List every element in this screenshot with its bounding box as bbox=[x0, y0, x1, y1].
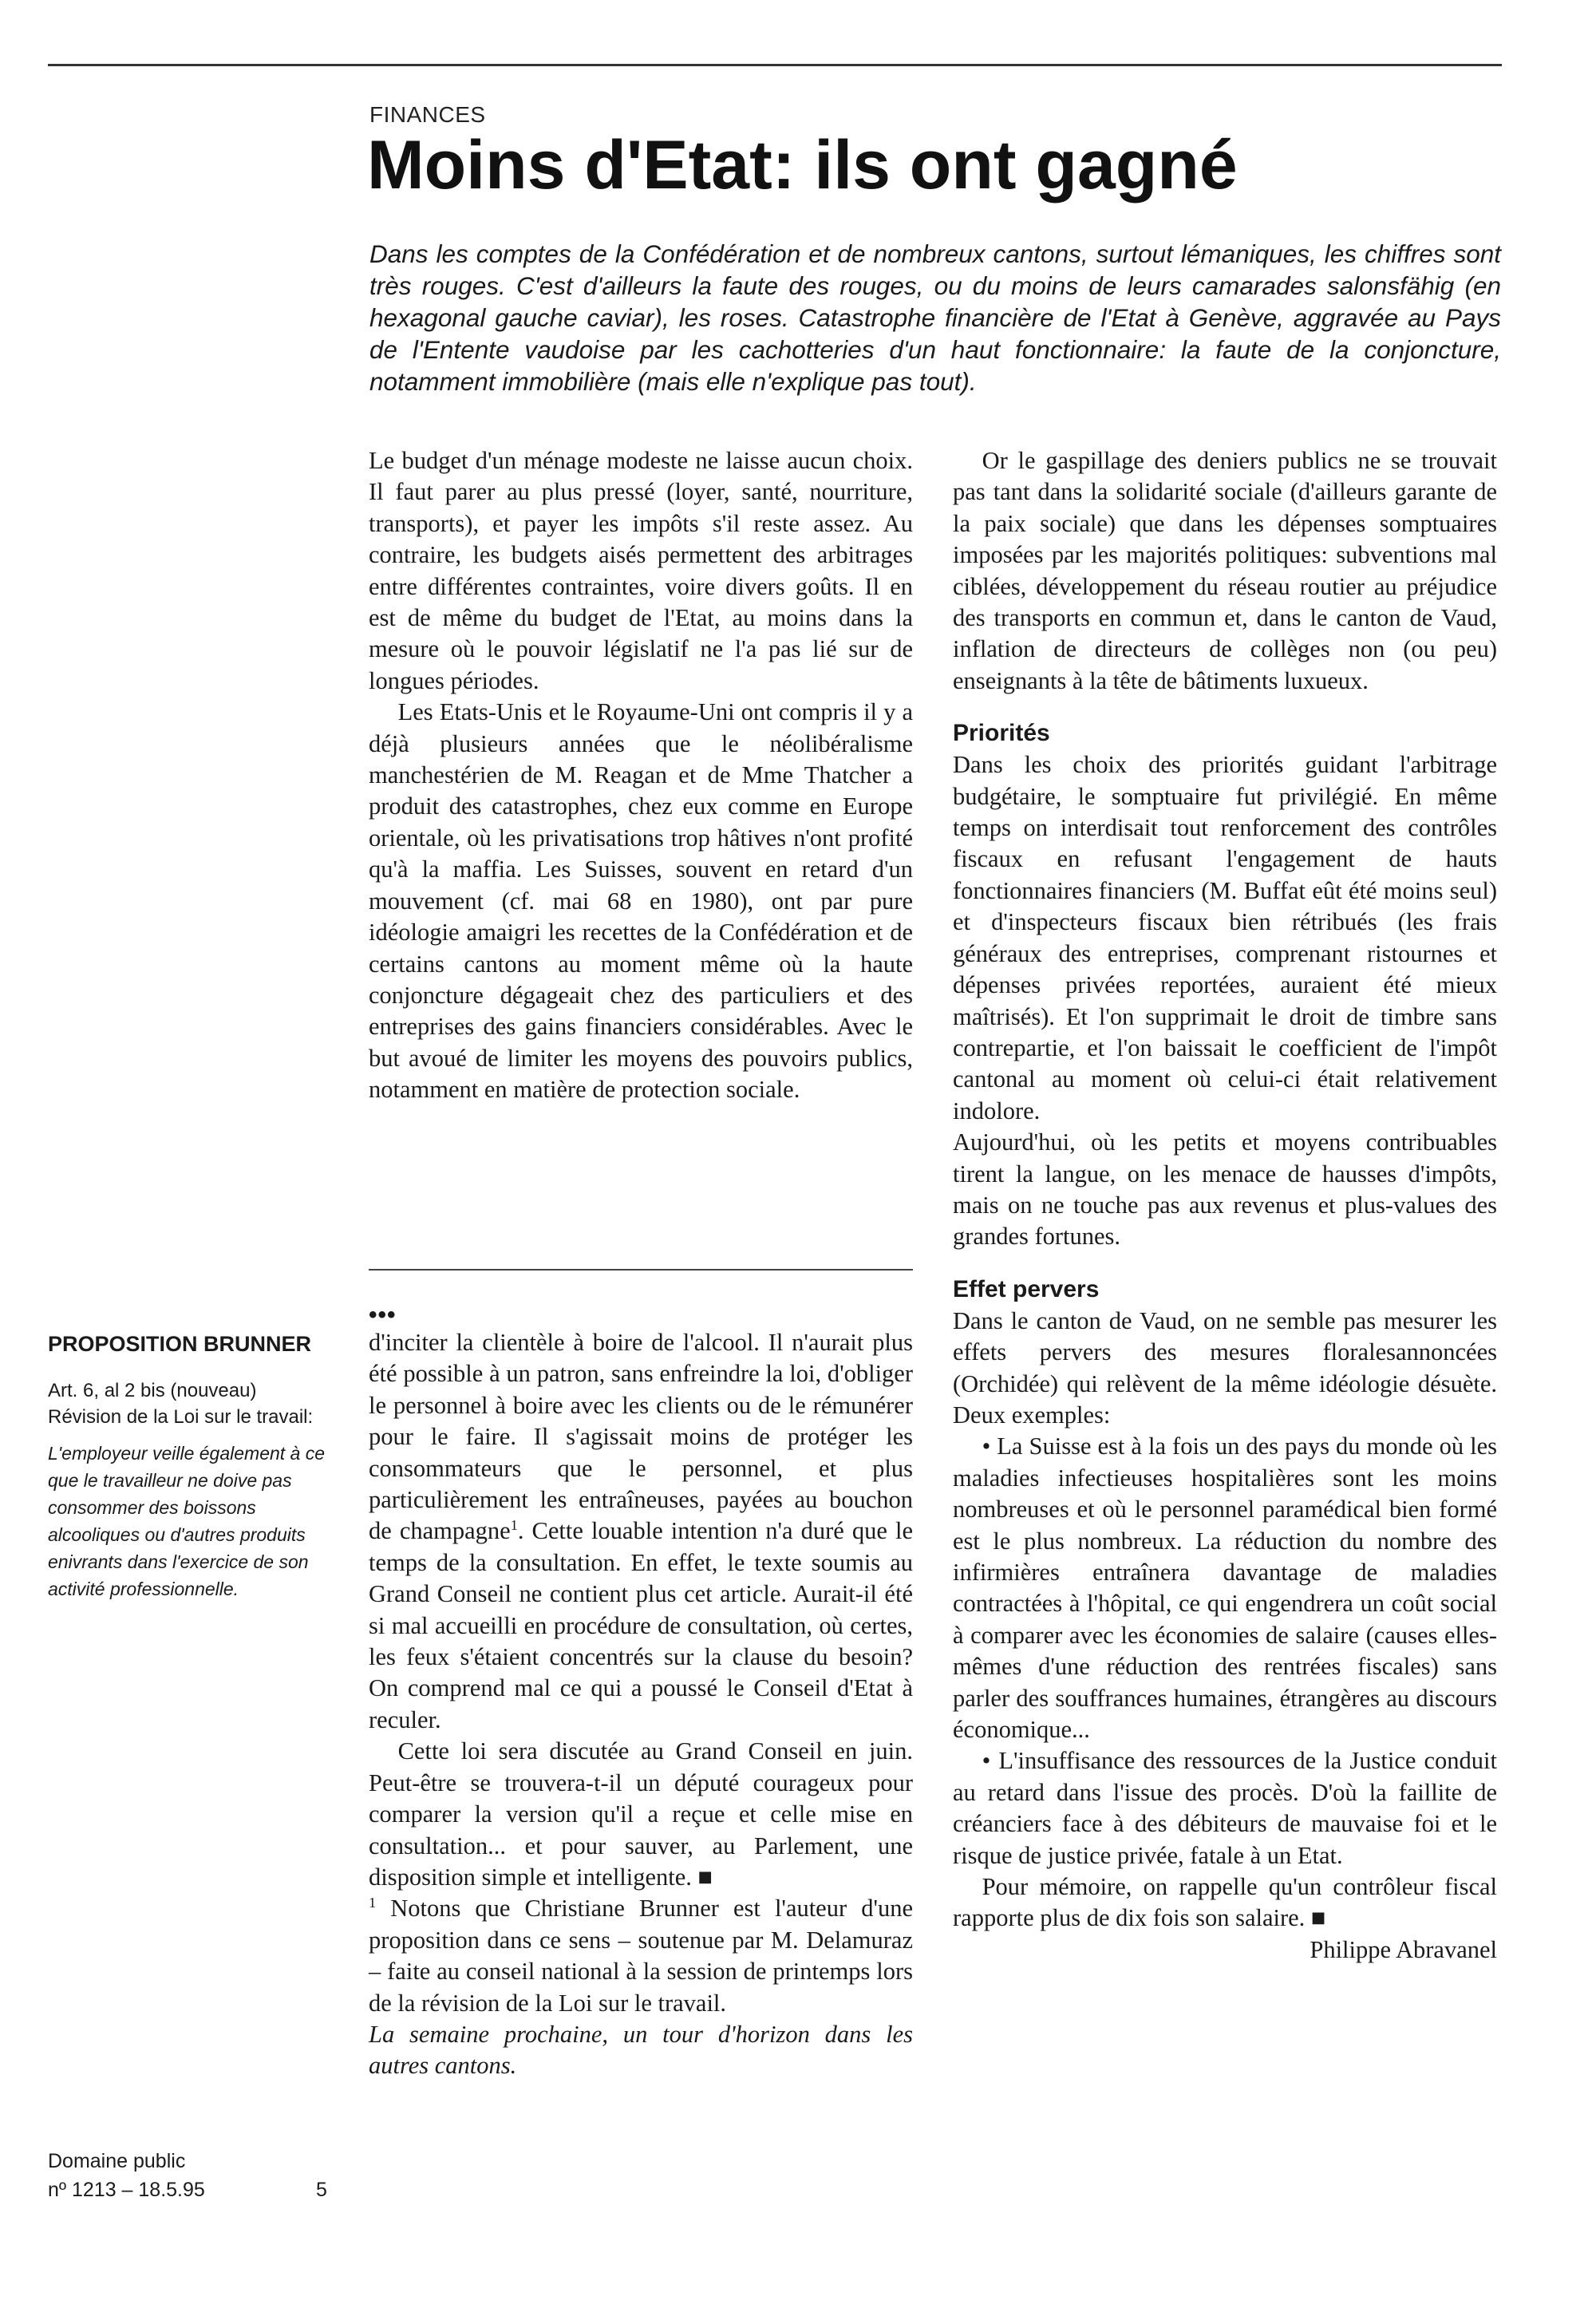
paragraph: Les Etats-Unis et le Royaume-Uni ont compris il y a déjà plusieurs années que le néolibéralisme manchestérien de M. Reagan et de Mme Thatcher a produit des catastrophes, chez eux comme en Europe orientale, où les privatisations trop hâtives n'ont profité qu'à la maffia. Les Suisses, souvent en retard d'un mouvement (cf. mai 68 en 1980), ont par pure idéologie amaigri les recettes de la Confédération et de certains cantons au moment même où la haute conjoncture dégageait chez des particuliers et des entreprises des gains financiers considérables. Avec le but avoué de limiter les moyens des pouvoirs publics, notamment en matière de protection sociale. bbox=[369, 698, 913, 1104]
sidebar-box bbox=[48, 1329, 335, 1602]
column-2 bbox=[953, 445, 1497, 1966]
sidebar-reference: Art. 6, al 2 bis (nouveau) Révision de la Loi sur le travail: bbox=[48, 1380, 314, 1428]
paragraph: Pour mémoire, on rappelle qu'un contrôleur fiscal rapporte plus de dix fois son salaire. ■ bbox=[953, 1873, 1497, 1932]
issue-info: nº 1213 – 18.5.95 bbox=[48, 2179, 205, 2201]
sidebar-text: L'employeur veille également à ce que le travailleur ne doive pas consommer des boissons alcooliques ou d'autres produits enivrants dans l'exercice de son activité professionnelle. bbox=[48, 1443, 326, 1599]
column-1-lower bbox=[369, 1303, 913, 2082]
paragraph: Dans les choix des priorités guidant l'arbitrage budgétaire, le somptuaire fut privilégié. En même temps on interdisait tout renforcement des contrôles fiscaux en refusant l'engagement de hauts fonctionnaires financiers (M. Buffat eût été moins seul) et d'inspecteurs fiscaux bien rétribués (les frais généraux des entreprises, comprenant ristournes et dépenses privées reportées, auraient été mieux maîtrisés). Et l'on supprimait le droit de timbre sans contrepartie, et l'on baissait le coefficient de l'impôt cantonal au moment où celui-ci était relativement indolore. bbox=[953, 751, 1497, 1124]
paragraph: Or le gaspillage des deniers publics ne se trouvait pas tant dans la solidarité sociale (d'ailleurs garante de la paix sociale) que dans les dépenses somptuaires imposées par les majorités politiques: subventions mal ciblées, développement du réseau routier au préjudice des transports en commun et, dans le canton de Vaud, inflation de directeurs de collèges non (ou peu) enseignants à la tête de bâtiments luxueux. bbox=[953, 447, 1497, 694]
page-footer bbox=[48, 2147, 335, 2204]
author-signature: Philippe Abravanel bbox=[1310, 1935, 1497, 1963]
signature-row bbox=[953, 1934, 1497, 1966]
footnote: $^1$ Notons que Christiane Brunner est l'auteur d'une proposition dans ce sens – soutenue par M. Delamuraz – faite au conseil national à la session de printemps lors de la révision de la Loi sur le travail. bbox=[369, 1895, 913, 2017]
paragraph: Aujourd'hui, où les petits et moyens contribuables tirent la langue, on les menace de hausses d'impôts, mais on ne touche pas aux revenus et plus-values des grandes fortunes. bbox=[953, 1128, 1497, 1251]
bullet-paragraph: • La Suisse est à la fois un des pays du monde où les maladies infectieuses hospitalières sont les moins nombreuses et où le personnel paramédical bien formé est le plus nombreux. La réduction du nombre des infirmières entraînera davantage de maladies contractées à l'hôpital, ce qui engendrera un coût social à comparer avec les économies de salaire (causes elles-mêmes d'une réduction des rentrées fiscales) sans parler des souffrances humaines, étrangères au discours économique... bbox=[953, 1433, 1497, 1744]
section-rubric: FINANCES bbox=[369, 102, 486, 127]
article-lead: Dans les comptes de la Confédération et de nombreux cantons, surtout lémaniques, les chiffres sont très rouges. C'est d'ailleurs la faute des rouges, ou du moins de leurs camarades salonsfähig (en hexagonal gauche caviar), les roses. Catastrophe financière de l'Etat à Genève, aggravée au Pays de l'Entente vaudoise par les cachotteries d'un haut fonctionnaire: la faute de la conjoncture, notamment immobilière (mais elle n'explique pas tout). bbox=[369, 239, 1501, 396]
paragraph: Dans le canton de Vaud, on ne semble pas mesurer les effets pervers des mesures floralesannoncées (Orchidée) qui relèvent de la même idéologie désuète. Deux exemples: bbox=[953, 1306, 1497, 1429]
top-rule bbox=[48, 64, 1502, 66]
continuation-marker: ••• bbox=[369, 1302, 397, 1328]
column-1-upper bbox=[369, 445, 913, 1106]
page-number: 5 bbox=[316, 2179, 327, 2201]
publication-name: Domaine public bbox=[48, 2150, 186, 2172]
section-divider bbox=[369, 1269, 913, 1271]
teaser: La semaine prochaine, un tour d'horizon dans les autres cantons. bbox=[369, 2020, 913, 2080]
article-title: Moins d'Etat: ils ont gagné bbox=[367, 127, 1238, 204]
subheading-effet-pervers: Effet pervers bbox=[953, 1275, 1100, 1302]
footnote-ref: 1 bbox=[510, 1517, 518, 1534]
paragraph: d'inciter la clientèle à boire de l'alcool. Il n'aurait plus été possible à un patron, sans enfreindre la loi, d'obliger le personnel à boire avec les clients ou de le rémunérer pour le faire. Il s'agissait moins de protéger les consommateurs que le personnel, et plus particulièrement les entraîneuses, payées au bouchon de champagne$^1$. Cette louable intention n'a duré que le temps de la consultation. En effet, le texte soumis au Grand Conseil ne contient plus cet article. Aurait-il été si mal accueilli en procédure de consultation, où certes, les feux s'étaient concentrés sur la clause du besoin? On comprend mal ce qui a poussé le Conseil d'Etat à reculer. bbox=[369, 1329, 913, 1733]
bullet-paragraph: • L'insuffisance des ressources de la Justice conduit au retard dans l'issue des procès. D'où la faillite de créanciers face à des débiteurs de mauvaise foi et le risque de justice privée, fatale à un Etat. bbox=[953, 1747, 1497, 1869]
paragraph: Cette loi sera discutée au Grand Conseil en juin. Peut-être se trouvera-t-il un député courageux pour comparer la version qu'il a reçue et celle mise en consultation... et pour sauver, au Parlement, une disposition simple et intelligente. ■ bbox=[369, 1737, 913, 1891]
subheading-priorites: Priorités bbox=[953, 720, 1050, 747]
paragraph: Le budget d'un ménage modeste ne laisse aucun choix. Il faut parer au plus pressé (loyer, santé, nourriture, transports), et payer les impôts s'il reste assez. Au contraire, les budgets aisés permettent des arbitrages entre différentes contraintes, voire divers goûts. Il en est de même du budget de l'Etat, au moins dans la mesure où le pouvoir législatif ne l'a pas lié sur de longues périodes. bbox=[369, 447, 913, 694]
sidebar-title: PROPOSITION BRUNNER bbox=[48, 1332, 312, 1356]
